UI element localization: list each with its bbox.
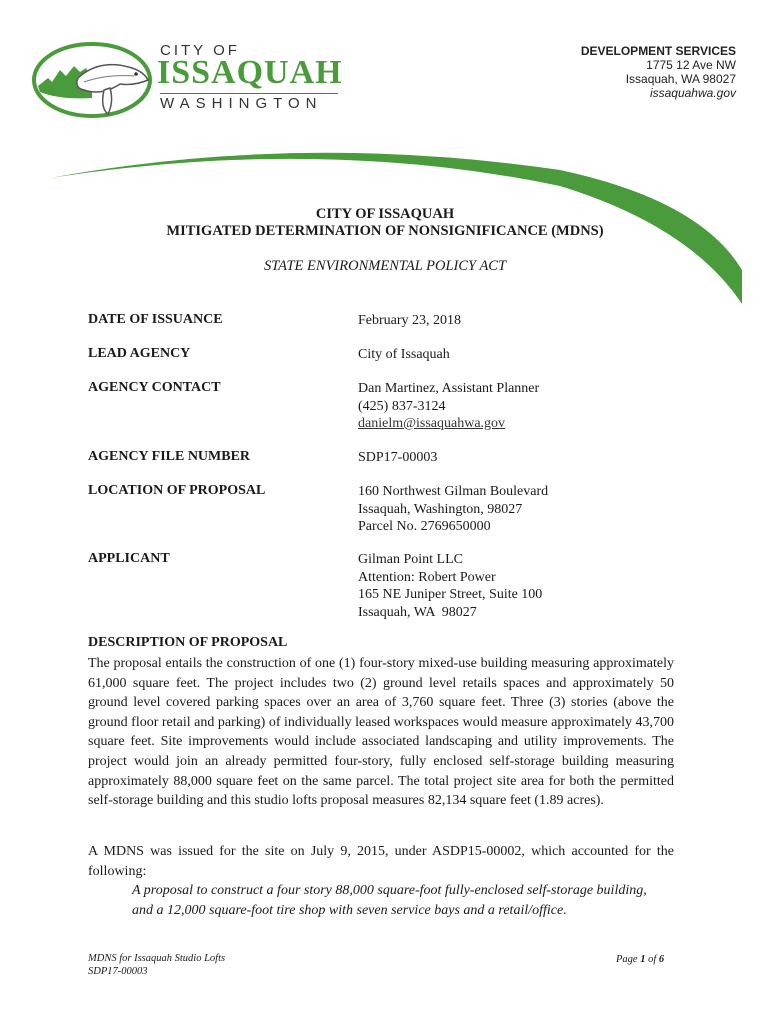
description-quote: A proposal to construct a four story 88,000 square-foot fully-enclosed self-storage building, and a 12,000 square-foot tire shop with seven service bays and a retail/office. (132, 883, 647, 918)
salmon-fish-icon (77, 65, 148, 92)
logo-city-of: CITY OF (160, 42, 240, 59)
footer-doc-title: MDNS for Issaquah Studio Lofts (88, 953, 226, 964)
applicant-label: APPLICANT (88, 551, 170, 566)
agency-contact-name: Dan Martinez, Assistant Planner (358, 381, 540, 396)
applicant-value (358, 551, 542, 621)
agency-contact-label: AGENCY CONTACT (88, 380, 221, 395)
description-paragraph-2: A MDNS was issued for the site on July 9, 2015, under ASDP15-00002, which accounted for the following: (88, 844, 674, 879)
page-total: 6 (658, 954, 665, 965)
footer-file-number: SDP17-00003 (88, 966, 148, 977)
description-heading: DESCRIPTION OF PROPOSAL (88, 635, 288, 650)
page-prefix: Page (616, 954, 638, 965)
department-website[interactable]: issaquahwa.gov (649, 86, 736, 100)
agency-file-number-value: SDP17-00003 (358, 450, 438, 465)
agency-contact-value (358, 380, 539, 433)
applicant-line1: Gilman Point LLC (358, 552, 463, 567)
city-logo-emblem (30, 38, 154, 122)
logo-divider (160, 93, 338, 94)
document-subtitle: STATE ENVIRONMENTAL POLICY ACT (263, 258, 507, 274)
page-current: 1 (640, 954, 646, 965)
department-name: DEVELOPMENT SERVICES (580, 44, 736, 58)
logo-city-name: ISSAQUAH (157, 54, 343, 91)
logo-state: WASHINGTON (160, 95, 323, 112)
page-of: of (648, 954, 657, 965)
document-title-line1: CITY OF ISSAQUAH (315, 206, 455, 222)
applicant-line4: Issaquah, WA 98027 (358, 604, 477, 620)
description-paragraph-1: The proposal entails the construction of one (1) four-story mixed-use building measuring approximately 61,000 square feet. The project includes two (2) ground level retails spaces and approximately 50 ground level covered parking spaces over an area of 3,760 square feet. Three (3) stories (above the ground floor retail and parking) of individually leased workspaces would measure approximately 43,700 square feet. Site improvements would include associated landscaping and utility improvements. The project would join an already permitted four-story, fully enclosed self-storage building measuring approximately 88,000 square feet on the same parcel. The total project site area for both the permitted self-storage building and this studio lofts proposal measures 82,134 square feet (1.89 acres). (88, 656, 674, 809)
page-number (616, 954, 664, 965)
location-label: LOCATION OF PROPOSAL (88, 483, 266, 498)
department-street: 1775 12 Ave NW (646, 58, 736, 72)
date-of-issuance-value: February 23, 2018 (358, 313, 462, 328)
location-line1: 160 Northwest Gilman Boulevard (358, 484, 549, 499)
lead-agency-value: City of Issaquah (358, 347, 450, 362)
location-value (358, 483, 548, 536)
footer-left (88, 952, 225, 978)
agency-contact-phone: (425) 837-3124 (358, 398, 446, 414)
department-city: Issaquah, WA 98027 (625, 72, 736, 86)
date-of-issuance-label: DATE OF ISSUANCE (88, 312, 223, 327)
location-line2: Issaquah, Washington, 98027 (358, 501, 523, 517)
document-title-line2: MITIGATED DETERMINATION OF NONSIGNIFICANCE (MDNS) (166, 223, 604, 239)
applicant-line3: 165 NE Juniper Street, Suite 100 (358, 587, 543, 602)
department-contact-block (581, 44, 736, 100)
lead-agency-label: LEAD AGENCY (88, 346, 191, 361)
applicant-line2: Attention: Robert Power (358, 569, 496, 585)
location-parcel: Parcel No. 2769650000 (358, 519, 491, 534)
agency-file-number-label: AGENCY FILE NUMBER (88, 449, 251, 464)
agency-contact-email-link[interactable]: danielm@issaquahwa.gov (358, 416, 506, 431)
